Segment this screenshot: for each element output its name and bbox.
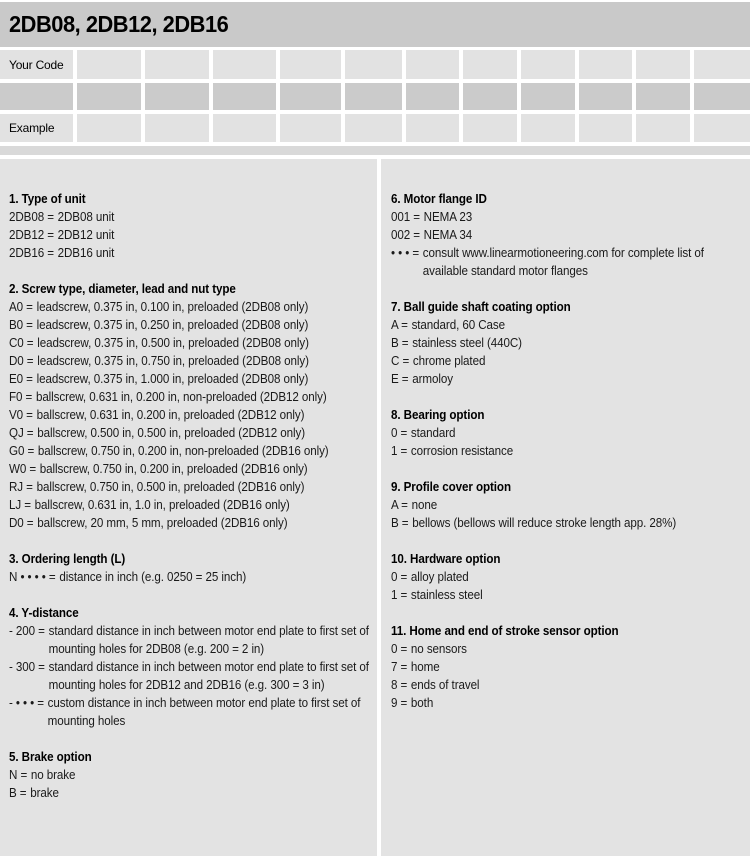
example-value: [406, 114, 459, 142]
column-number: [77, 83, 141, 110]
your-code-cell: [280, 50, 341, 79]
option-description: chrome plated: [412, 354, 486, 368]
example-value: [145, 114, 209, 142]
column-number: [694, 83, 750, 110]
option-row: [391, 640, 750, 658]
section-rows: [391, 568, 750, 604]
option-row: [9, 316, 370, 334]
option-description: bellows (bellows will reduce stroke length app. 28%): [412, 516, 677, 530]
option-description: ballscrew, 0.500 in, 0.500 in, preloaded (2DB12 only): [37, 426, 306, 440]
option-code: C0 =: [9, 336, 34, 350]
section: [391, 190, 750, 280]
option-code: 2DB12 =: [9, 228, 54, 242]
option-code: 9 =: [391, 696, 408, 710]
option-row: [9, 766, 370, 784]
option-row: [9, 244, 370, 262]
option-row: [391, 676, 750, 694]
option-description: 2DB12 unit: [57, 228, 115, 242]
option-code: D0 =: [9, 516, 34, 530]
column-number: [280, 83, 341, 110]
example-value: [579, 114, 632, 142]
option-code: RJ =: [9, 480, 33, 494]
section-heading: 9. Profile cover option: [391, 480, 511, 494]
your-code-cell: [521, 50, 575, 79]
number-row-label: [0, 83, 73, 110]
option-description: leadscrew, 0.375 in, 0.750 in, preloaded (2DB08 only): [37, 354, 309, 368]
option-code: V0 =: [9, 408, 33, 422]
option-description: no brake: [30, 768, 76, 782]
option-code: G0 =: [9, 444, 35, 458]
option-row: [9, 460, 370, 478]
option-code: LJ =: [9, 498, 31, 512]
your-code-cell: [213, 50, 276, 79]
option-row: [9, 334, 370, 352]
option-code: 2DB16 =: [9, 246, 54, 260]
option-description: standard distance in inch between motor end plate to first set of mounting holes for 2DB08 (e.g. 200 = 2 in): [48, 624, 369, 656]
option-row: [9, 496, 370, 514]
option-description: both: [410, 696, 434, 710]
option-description: distance in inch (e.g. 0250 = 25 inch): [59, 570, 247, 584]
option-description: leadscrew, 0.375 in, 0.250 in, preloaded (2DB08 only): [36, 318, 309, 332]
option-row: [391, 586, 750, 604]
example-row-label: Example: [0, 114, 73, 142]
option-description: ends of travel: [410, 678, 480, 692]
section-heading: 4. Y-distance: [9, 606, 79, 620]
option-code: - 300 =: [9, 660, 45, 674]
section: [391, 478, 750, 532]
column-number: [463, 83, 517, 110]
option-row: [391, 244, 750, 280]
option-code: QJ =: [9, 426, 34, 440]
section-heading: 8. Bearing option: [391, 408, 485, 422]
example-value: [521, 114, 575, 142]
section-heading: 2. Screw type, diameter, lead and nut type: [9, 282, 236, 296]
option-description: 2DB16 unit: [57, 246, 115, 260]
your-code-cell: [406, 50, 459, 79]
your-code-cell: [145, 50, 209, 79]
content-area: [0, 159, 750, 856]
option-row: [391, 334, 750, 352]
option-code: D0 =: [9, 354, 34, 368]
example-value: [345, 114, 402, 142]
example-value: [694, 114, 750, 142]
option-description: 2DB08 unit: [57, 210, 115, 224]
option-description: consult www.linearmotioneering.com for complete list of available standard motor flanges: [422, 246, 704, 278]
option-description: standard, 60 Case: [411, 318, 505, 332]
option-code: 2DB08 =: [9, 210, 54, 224]
option-description: armoloy: [412, 372, 453, 386]
section-rows: [391, 424, 750, 460]
option-description: corrosion resistance: [410, 444, 514, 458]
option-code: 001 =: [391, 210, 420, 224]
option-row: [9, 658, 370, 694]
option-row: [391, 514, 750, 532]
right-column-sections: [391, 190, 750, 712]
option-description: none: [411, 498, 438, 512]
option-code: 0 =: [391, 642, 408, 656]
section-heading: 3. Ordering length (L): [9, 552, 126, 566]
option-code: B =: [391, 336, 409, 350]
section-heading: 7. Ball guide shaft coating option: [391, 300, 571, 314]
section: [391, 622, 750, 712]
section: [9, 748, 370, 802]
option-code: 002 =: [391, 228, 420, 242]
your-code-cell: [77, 50, 141, 79]
column-number: [406, 83, 459, 110]
your-code-cell: [463, 50, 517, 79]
option-row: [9, 442, 370, 460]
option-code: B0 =: [9, 318, 33, 332]
section: [9, 604, 370, 730]
option-code: 1 =: [391, 444, 408, 458]
column-number: [521, 83, 575, 110]
section-rows: [9, 298, 370, 532]
option-code: • • • =: [391, 246, 420, 260]
option-row: [9, 406, 370, 424]
section: [9, 280, 370, 532]
option-row: [9, 784, 370, 802]
section-rows: [9, 568, 370, 586]
your-code-cell: [579, 50, 632, 79]
section-rows: [9, 208, 370, 262]
section-rows: [9, 766, 370, 802]
option-row: [9, 370, 370, 388]
option-code: E =: [391, 372, 409, 386]
section-rows: [391, 208, 750, 280]
option-description: ballscrew, 0.631 in, 0.200 in, non-preloaded (2DB12 only): [35, 390, 327, 404]
option-row: [391, 442, 750, 460]
option-row: [391, 226, 750, 244]
option-row: [9, 424, 370, 442]
left-column: [0, 159, 377, 856]
example-value: [213, 114, 276, 142]
section-heading: 5. Brake option: [9, 750, 92, 764]
option-description: leadscrew, 0.375 in, 0.100 in, preloaded (2DB08 only): [36, 300, 309, 314]
option-code: 7 =: [391, 660, 408, 674]
option-row: [9, 568, 370, 586]
option-row: [391, 316, 750, 334]
option-row: [9, 226, 370, 244]
option-code: B =: [391, 516, 409, 530]
option-code: 0 =: [391, 570, 408, 584]
option-description: no sensors: [410, 642, 467, 656]
section-heading: 10. Hardware option: [391, 552, 501, 566]
option-description: brake: [30, 786, 59, 800]
option-description: NEMA 23: [423, 210, 473, 224]
column-number: [345, 83, 402, 110]
option-description: leadscrew, 0.375 in, 0.500 in, preloaded (2DB08 only): [37, 336, 309, 350]
option-row: [9, 388, 370, 406]
example-value: [463, 114, 517, 142]
option-code: 1 =: [391, 588, 408, 602]
option-description: ballscrew, 20 mm, 5 mm, preloaded (2DB16 only): [37, 516, 288, 530]
section: [9, 550, 370, 586]
option-description: ballscrew, 0.631 in, 0.200 in, preloaded (2DB12 only): [36, 408, 305, 422]
option-code: C =: [391, 354, 410, 368]
option-description: alloy plated: [410, 570, 469, 584]
option-row: [391, 370, 750, 388]
option-row: [391, 208, 750, 226]
option-code: N • • • • =: [9, 570, 56, 584]
option-code: A =: [391, 498, 408, 512]
option-row: [9, 208, 370, 226]
your-code-row-label: Your Code: [0, 50, 73, 79]
option-description: standard distance in inch between motor end plate to first set of mounting holes for 2DB12 and 2DB16 (e.g. 300 = 3 in): [48, 660, 369, 692]
option-description: home: [410, 660, 440, 674]
example-value: [636, 114, 690, 142]
option-row: [391, 496, 750, 514]
page-title: 2DB08, 2DB12, 2DB16: [9, 11, 229, 37]
option-description: ballscrew, 0.750 in, 0.200 in, preloaded (2DB16 only): [39, 462, 308, 476]
option-row: [391, 658, 750, 676]
section-rows: [391, 640, 750, 712]
section: [391, 298, 750, 388]
option-description: custom distance in inch between motor end plate to first set of mounting holes: [47, 696, 361, 728]
column-number: [579, 83, 632, 110]
option-code: 0 =: [391, 426, 408, 440]
section-heading: 1. Type of unit: [9, 192, 86, 206]
option-description: leadscrew, 0.375 in, 1.000 in, preloaded (2DB08 only): [36, 372, 309, 386]
option-row: [391, 352, 750, 370]
your-code-cell: [345, 50, 402, 79]
option-description: ballscrew, 0.631 in, 1.0 in, preloaded (2DB16 only): [34, 498, 290, 512]
option-description: stainless steel (440C): [412, 336, 522, 350]
your-code-cell: [636, 50, 690, 79]
option-row: [391, 694, 750, 712]
section-heading: 11. Home and end of stroke sensor option: [391, 624, 619, 638]
option-row: [391, 568, 750, 586]
your-code-cell: [694, 50, 750, 79]
option-description: ballscrew, 0.750 in, 0.500 in, preloaded (2DB16 only): [36, 480, 305, 494]
section-rows: [9, 622, 370, 730]
option-description: ballscrew, 0.750 in, 0.200 in, non-preloaded (2DB16 only): [37, 444, 329, 458]
option-row: [9, 694, 370, 730]
option-code: E0 =: [9, 372, 33, 386]
option-code: N =: [9, 768, 28, 782]
option-row: [9, 622, 370, 658]
option-code: A =: [391, 318, 408, 332]
option-code: B =: [9, 786, 27, 800]
left-column-sections: [9, 190, 370, 802]
option-code: A0 =: [9, 300, 33, 314]
option-row: [391, 424, 750, 442]
option-code: 8 =: [391, 678, 408, 692]
option-row: [9, 298, 370, 316]
section-rows: [391, 496, 750, 532]
column-number: [145, 83, 209, 110]
option-code: W0 =: [9, 462, 37, 476]
option-description: NEMA 34: [423, 228, 473, 242]
section: [391, 406, 750, 460]
example-value: [77, 114, 141, 142]
right-column: [381, 159, 750, 856]
section-rows: [391, 316, 750, 388]
option-code: F0 =: [9, 390, 33, 404]
ordering-code-table: [0, 50, 750, 142]
example-value: [280, 114, 341, 142]
title-bar: [0, 2, 750, 47]
column-number: [636, 83, 690, 110]
option-row: [9, 478, 370, 496]
option-description: stainless steel: [410, 588, 483, 602]
separator-band: [0, 146, 750, 155]
column-number: [213, 83, 276, 110]
option-description: standard: [410, 426, 456, 440]
section: [9, 190, 370, 262]
option-code: - • • • =: [9, 696, 44, 710]
option-row: [9, 352, 370, 370]
section: [391, 550, 750, 604]
section-heading: 6. Motor flange ID: [391, 192, 487, 206]
option-code: - 200 =: [9, 624, 45, 638]
option-row: [9, 514, 370, 532]
